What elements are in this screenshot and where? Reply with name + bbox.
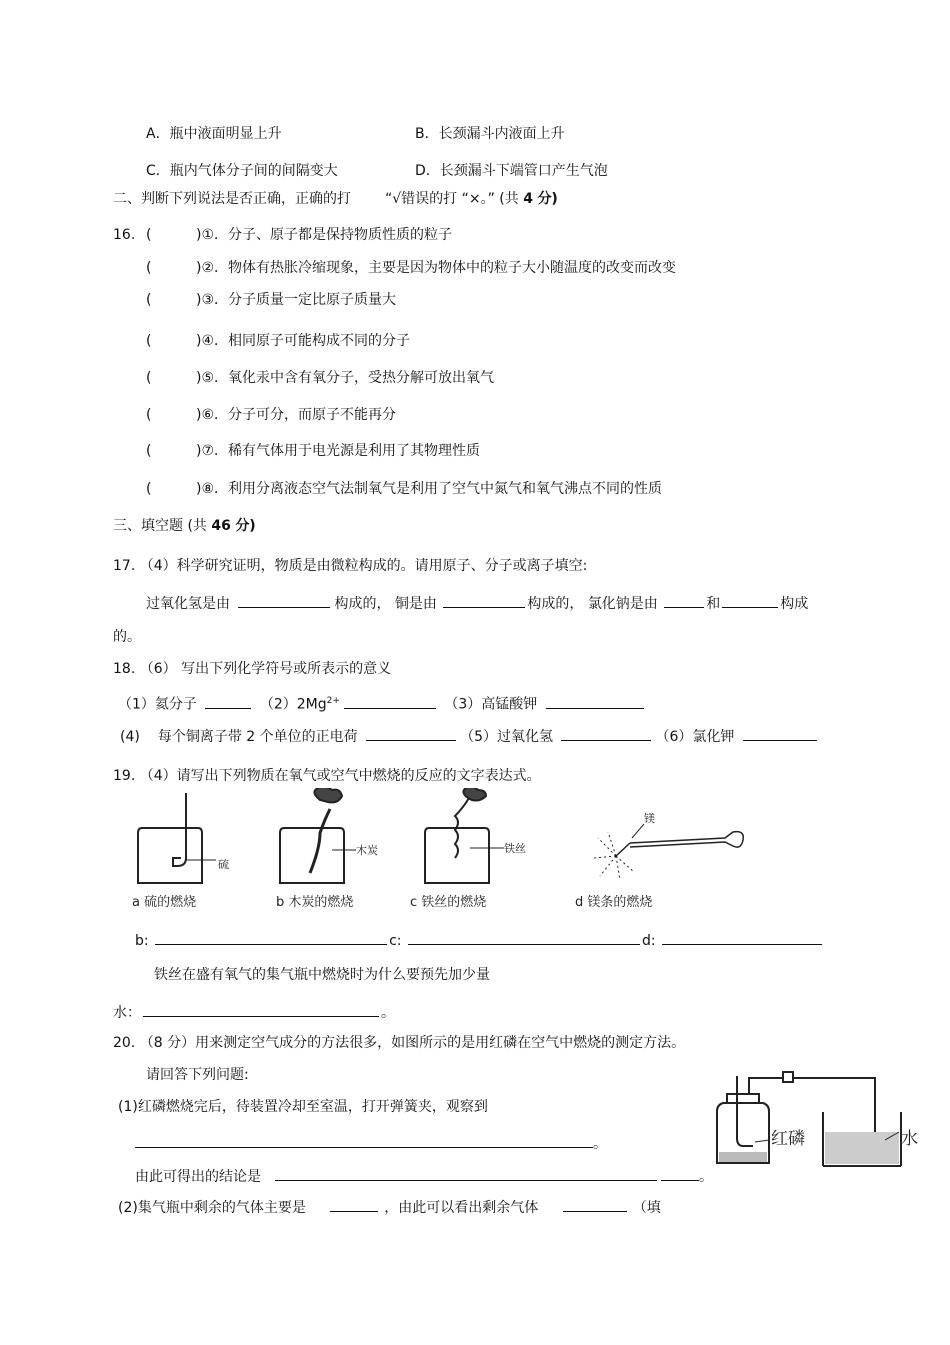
- q16-item: [146, 291, 396, 309]
- q20-part1: (1)红磷燃烧完后，待装置冷却至室温，打开弹簧夹，观察到: [118, 1099, 488, 1115]
- caption-a: a 硫的燃烧: [132, 895, 197, 910]
- q16-statement: ⑤．氧化汞中含有氧分子，受热分解可放出氧气: [201, 370, 494, 386]
- jar-c-icon: [425, 788, 504, 883]
- q17-blank-1[interactable]: [238, 593, 330, 608]
- label-sulfur: 硫: [218, 858, 229, 871]
- q16-answer-paren[interactable]: ( ): [146, 260, 202, 276]
- q20-part1-answer: 。: [135, 1133, 607, 1153]
- q20-stem: 20. （8 分）用来测定空气成分的方法很多，如图所示的是用红磷在空气中燃烧的测定方法。: [113, 1035, 686, 1051]
- q20-blank-observe[interactable]: [135, 1133, 593, 1148]
- q16-answer-paren[interactable]: ( ): [146, 443, 202, 459]
- q20-prompt: 请回答下列问题:: [146, 1067, 249, 1083]
- q20-conclusion: 由此可得出的结论是 。: [135, 1166, 713, 1186]
- q16-answer-paren[interactable]: ( ): [146, 292, 202, 308]
- q17-blank-4[interactable]: [722, 593, 778, 608]
- q19-blank-water[interactable]: [143, 1002, 379, 1017]
- q19-blank-b[interactable]: [155, 930, 387, 945]
- q16-statement: ④．相同原子可能构成不同的分子: [201, 333, 410, 349]
- q19-iron-question: 铁丝在盛有氧气的集气瓶中燃烧时为什么要预先加少量: [154, 967, 490, 983]
- q19-blank-line: b: c: d:: [135, 930, 824, 950]
- q20-blank-conclusion[interactable]: [275, 1166, 657, 1181]
- q18-line1: （1）氦分子 $(2)2Mg^{2+}$ （3）高锰酸钾: [118, 692, 648, 714]
- q16-answer-paren[interactable]: ( ): [146, 370, 202, 386]
- q19-water-line: 水： 。: [113, 1002, 395, 1022]
- label-carbon: 木炭: [356, 844, 378, 857]
- jar-b-icon: [280, 788, 356, 883]
- q16-item: [146, 259, 676, 277]
- q18-blank-2[interactable]: [344, 694, 436, 709]
- q16-item: [146, 332, 410, 350]
- label-iron: 铁丝: [504, 842, 526, 855]
- q16-statement: ③．分子质量一定比原子质量大: [201, 292, 396, 308]
- q16-answer-paren[interactable]: ( ): [146, 481, 202, 497]
- jar-a-icon: [138, 793, 216, 883]
- q16-statement: ⑦．稀有气体用于电光源是利用了其物理性质: [201, 443, 480, 459]
- q17-blank-2[interactable]: [443, 593, 525, 608]
- q16-item: [146, 369, 494, 387]
- combustion-figures: [120, 788, 760, 918]
- red-phosphorus-apparatus: [705, 1066, 925, 1176]
- q18-stem: 18. （6） 写出下列化学符号或所表示的意义: [113, 661, 392, 677]
- q20-blank-conclusion-2[interactable]: [661, 1166, 699, 1181]
- q20-blank-property[interactable]: [563, 1197, 627, 1212]
- caption-c: c 铁丝的燃烧: [410, 895, 487, 910]
- q16-statement: ②．物体有热胀冷缩现象，主要是因为物体中的粒子大小随温度的改变而改变: [201, 260, 676, 276]
- q18-blank-1[interactable]: [205, 694, 251, 709]
- q19-blank-d[interactable]: [662, 930, 822, 945]
- q18-blank-4[interactable]: [366, 726, 456, 741]
- section3-title: 三、填空题 (共 46 分): [113, 518, 256, 534]
- q15-option-d: D．长颈漏斗下端管口产生气泡: [415, 163, 608, 179]
- q17-blank-3[interactable]: [664, 593, 704, 608]
- q16-item: [146, 442, 480, 460]
- q15-option-a: A．瓶中液面明显上升: [146, 126, 282, 142]
- magnesium-burning-icon: [594, 824, 743, 880]
- q19-blank-c[interactable]: [408, 930, 640, 945]
- label-phosphorus: 红磷: [771, 1129, 805, 1149]
- q19-stem: 19. （4）请写出下列物质在氧气或空气中燃烧的反应的文字表达式。: [113, 768, 541, 784]
- section2-title: 二、判断下列说法是否正确，正确的打 “√错误的打 “×。” (共 4 分): [113, 191, 558, 207]
- q17-stem: 17. （4）科学研究证明，物质是由微粒构成的。请用原子、分子或离子填空:: [113, 558, 588, 574]
- q20-blank-gas[interactable]: [330, 1197, 378, 1212]
- q20-part2: (2)集气瓶中剩余的气体主要是 ，由此可以看出剩余气体 （填: [118, 1197, 661, 1217]
- caption-b: b 木炭的燃烧: [276, 895, 354, 910]
- label-magnesium: 镁: [644, 812, 655, 825]
- q17-line1: 过氧化氢是由 构成的， 铜是由 构成的， 氯化钠是由 和 构成: [146, 593, 808, 613]
- label-water: 水: [901, 1129, 918, 1149]
- q15-option-b: B．长颈漏斗内液面上升: [415, 126, 565, 142]
- q16-item: [146, 406, 396, 424]
- caption-d: d 镁条的燃烧: [575, 895, 653, 910]
- q16-item: [146, 480, 662, 498]
- q18-blank-6[interactable]: [743, 726, 817, 741]
- q16-statement: ①．分子、原子都是保持物质性质的粒子: [201, 227, 452, 243]
- q18-line2: (4) 每个铜离子带 2 个单位的正电荷 （5）过氧化氢 （6）氯化钾: [120, 726, 821, 746]
- q16-answer-paren[interactable]: ( ): [146, 227, 202, 243]
- q16-answer-paren[interactable]: ( ): [146, 333, 202, 349]
- q16-item: [146, 226, 452, 244]
- q18-blank-3[interactable]: [546, 694, 644, 709]
- q16-statement: ⑧．利用分离液态空气法制氧气是利用了空气中氮气和氧气沸点不同的性质: [201, 481, 662, 497]
- q16-answer-paren[interactable]: ( ): [146, 407, 202, 423]
- q17-line2: 的。: [113, 629, 141, 645]
- q16-statement: ⑥．分子可分，而原子不能再分: [201, 407, 396, 423]
- q18-blank-5[interactable]: [561, 726, 651, 741]
- q16-number: 16.: [113, 227, 136, 243]
- q15-option-c: C．瓶内气体分子间的间隔变大: [146, 163, 338, 179]
